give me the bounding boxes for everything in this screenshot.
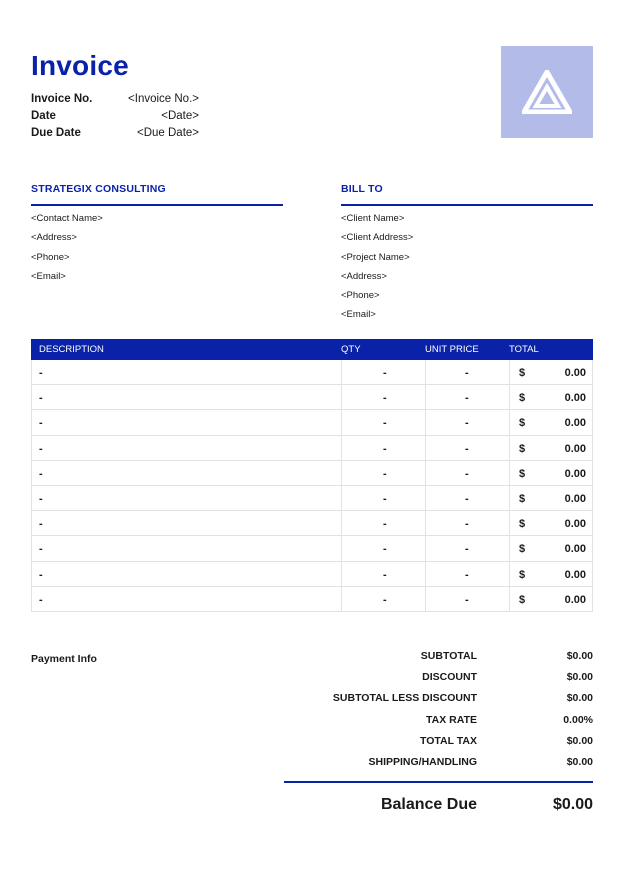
tax-rate-label: TAX RATE xyxy=(426,713,477,726)
cell-description-wrap xyxy=(32,536,341,560)
cell-description-wrap xyxy=(32,436,341,460)
cell-unit-price-wrap xyxy=(425,536,509,560)
cell-description-wrap xyxy=(32,511,341,535)
table-body xyxy=(31,360,593,612)
cell-qty-wrap xyxy=(341,536,425,560)
column-unit-price: UNIT PRICE xyxy=(425,344,479,355)
cell-total: 0.00 xyxy=(564,467,586,480)
cell-total-wrap xyxy=(509,536,593,560)
table-row xyxy=(31,562,593,587)
sender-email: <Email> xyxy=(31,270,66,282)
table-row xyxy=(31,436,593,461)
cell-total-wrap xyxy=(509,562,593,586)
cell-currency: $ xyxy=(519,518,526,531)
shipping-label: SHIPPING/HANDLING xyxy=(368,755,477,768)
cell-description: - xyxy=(39,593,43,606)
cell-description: - xyxy=(39,467,43,480)
invoice-number-row xyxy=(31,91,199,108)
cell-total-wrap xyxy=(509,511,593,535)
cell-qty-wrap xyxy=(341,436,425,460)
cell-total: 0.00 xyxy=(564,568,586,581)
table-row xyxy=(31,410,593,435)
bill-to-title: BILL TO xyxy=(341,183,383,195)
cell-currency: $ xyxy=(519,568,526,581)
cell-total-wrap xyxy=(509,461,593,485)
cell-currency: $ xyxy=(519,442,526,455)
cell-unit-price-wrap xyxy=(425,410,509,434)
date-row xyxy=(31,108,199,125)
cell-qty: - xyxy=(383,467,387,480)
totals-section xyxy=(290,650,593,777)
cell-qty-wrap xyxy=(341,486,425,510)
sender-contact-name: <Contact Name> xyxy=(31,213,103,224)
date-label: Date xyxy=(31,110,56,122)
client-name: <Client Name> xyxy=(341,213,405,224)
column-qty: QTY xyxy=(341,344,361,355)
triangle-logo-icon xyxy=(522,70,572,114)
cell-total-wrap xyxy=(509,385,593,409)
discount-value: $0.00 xyxy=(566,671,593,684)
cell-qty: - xyxy=(383,392,387,405)
cell-unit-price: - xyxy=(465,543,469,556)
total-tax-row xyxy=(290,735,593,756)
cell-total-wrap xyxy=(509,587,593,611)
cell-description: - xyxy=(39,568,43,581)
cell-total-wrap xyxy=(509,410,593,434)
bill-to-email: <Email> xyxy=(341,309,376,321)
cell-total: 0.00 xyxy=(564,543,586,556)
discount-row xyxy=(290,671,593,692)
cell-total-wrap xyxy=(509,360,593,384)
table-row xyxy=(31,461,593,486)
cell-description-wrap xyxy=(32,587,341,611)
cell-unit-price-wrap xyxy=(425,385,509,409)
cell-qty: - xyxy=(383,543,387,556)
invoice-meta xyxy=(31,91,199,142)
table-row xyxy=(31,486,593,511)
cell-unit-price: - xyxy=(465,518,469,531)
cell-qty-wrap xyxy=(341,562,425,586)
cell-total: 0.00 xyxy=(564,442,586,455)
cell-qty-wrap xyxy=(341,461,425,485)
cell-unit-price-wrap xyxy=(425,587,509,611)
invoice-number-label: Invoice No. xyxy=(31,93,93,105)
subtotal-value: $0.00 xyxy=(566,650,593,662)
cell-total: 0.00 xyxy=(564,367,586,379)
column-total: TOTAL xyxy=(509,344,539,355)
cell-description: - xyxy=(39,543,43,556)
subtotal-less-discount-value: $0.00 xyxy=(566,692,593,705)
cell-description-wrap xyxy=(32,360,341,384)
bill-to-phone: <Phone> xyxy=(341,290,380,302)
cell-qty-wrap xyxy=(341,587,425,611)
shipping-value: $0.00 xyxy=(566,755,593,768)
cell-description-wrap xyxy=(32,385,341,409)
cell-total: 0.00 xyxy=(564,492,586,505)
tax-rate-row xyxy=(290,714,593,735)
total-tax-value: $0.00 xyxy=(566,734,593,747)
invoice-number-value: <Invoice No.> xyxy=(128,93,199,105)
cell-description: - xyxy=(39,492,43,505)
date-value: <Date> xyxy=(161,110,199,122)
cell-currency: $ xyxy=(519,467,526,480)
cell-description-wrap xyxy=(32,562,341,586)
column-description: DESCRIPTION xyxy=(39,344,104,355)
cell-description-wrap xyxy=(32,461,341,485)
cell-description: - xyxy=(39,518,43,531)
cell-qty: - xyxy=(383,492,387,505)
table-row xyxy=(31,536,593,561)
cell-unit-price-wrap xyxy=(425,461,509,485)
cell-description: - xyxy=(39,442,43,455)
table-header xyxy=(31,339,593,360)
subtotal-less-discount-row xyxy=(290,692,593,713)
cell-unit-price-wrap xyxy=(425,360,509,384)
cell-currency: $ xyxy=(519,367,526,379)
cell-currency: $ xyxy=(519,492,526,505)
cell-unit-price-wrap xyxy=(425,486,509,510)
cell-qty-wrap xyxy=(341,511,425,535)
cell-unit-price-wrap xyxy=(425,436,509,460)
cell-unit-price: - xyxy=(465,492,469,505)
cell-total: 0.00 xyxy=(564,417,586,430)
due-date-label: Due Date xyxy=(31,127,81,139)
shipping-row xyxy=(290,756,593,777)
cell-description-wrap xyxy=(32,486,341,510)
cell-unit-price: - xyxy=(465,417,469,430)
cell-total-wrap xyxy=(509,486,593,510)
cell-qty: - xyxy=(383,417,387,430)
table-row xyxy=(31,360,593,385)
table-row xyxy=(31,587,593,612)
sender-company-name: STRATEGIX CONSULTING xyxy=(31,183,166,195)
cell-qty: - xyxy=(383,442,387,455)
bill-to-divider xyxy=(341,204,593,206)
cell-currency: $ xyxy=(519,392,526,405)
sender-phone: <Phone> xyxy=(31,251,70,263)
cell-unit-price: - xyxy=(465,467,469,480)
cell-qty: - xyxy=(383,593,387,606)
cell-qty: - xyxy=(383,518,387,531)
cell-total: 0.00 xyxy=(564,593,586,606)
cell-qty: - xyxy=(383,367,387,379)
cell-description: - xyxy=(39,367,43,379)
invoice-title: Invoice xyxy=(31,50,129,81)
cell-qty-wrap xyxy=(341,360,425,384)
bill-to-details xyxy=(341,212,413,328)
cell-total: 0.00 xyxy=(564,392,586,405)
company-logo xyxy=(501,46,593,138)
cell-currency: $ xyxy=(519,417,526,430)
table-row xyxy=(31,511,593,536)
cell-total: 0.00 xyxy=(564,518,586,531)
cell-unit-price: - xyxy=(465,442,469,455)
sender-address: <Address> xyxy=(31,232,77,244)
total-tax-label: TOTAL TAX xyxy=(420,734,477,747)
subtotal-less-discount-label: SUBTOTAL LESS DISCOUNT xyxy=(332,692,477,705)
due-date-row xyxy=(31,125,199,142)
cell-total-wrap xyxy=(509,436,593,460)
payment-info-label: Payment Info xyxy=(31,653,97,665)
cell-unit-price: - xyxy=(465,568,469,581)
cell-currency: $ xyxy=(519,543,526,556)
project-name: <Project Name> xyxy=(341,251,410,263)
cell-unit-price: - xyxy=(465,593,469,606)
client-address: <Client Address> xyxy=(341,232,414,244)
tax-rate-value: 0.00% xyxy=(563,713,593,726)
balance-divider xyxy=(284,781,593,783)
cell-qty-wrap xyxy=(341,385,425,409)
discount-label: DISCOUNT xyxy=(422,671,477,684)
cell-unit-price-wrap xyxy=(425,562,509,586)
bill-to-address: <Address> xyxy=(341,270,387,282)
cell-unit-price: - xyxy=(465,367,469,379)
cell-unit-price: - xyxy=(465,392,469,405)
cell-description: - xyxy=(39,417,43,430)
table-row xyxy=(31,385,593,410)
subtotal-label: SUBTOTAL xyxy=(420,650,477,662)
cell-currency: $ xyxy=(519,593,526,606)
line-items-table xyxy=(31,339,593,612)
sender-divider xyxy=(31,204,283,206)
sender-details xyxy=(31,212,103,289)
due-date-value: <Due Date> xyxy=(136,127,199,139)
cell-description-wrap xyxy=(32,410,341,434)
cell-qty: - xyxy=(383,568,387,581)
balance-due-label: Balance Due xyxy=(380,796,477,813)
subtotal-row xyxy=(290,650,593,671)
balance-due-value: $0.00 xyxy=(552,796,593,813)
cell-qty-wrap xyxy=(341,410,425,434)
cell-description: - xyxy=(39,392,43,405)
cell-unit-price-wrap xyxy=(425,511,509,535)
